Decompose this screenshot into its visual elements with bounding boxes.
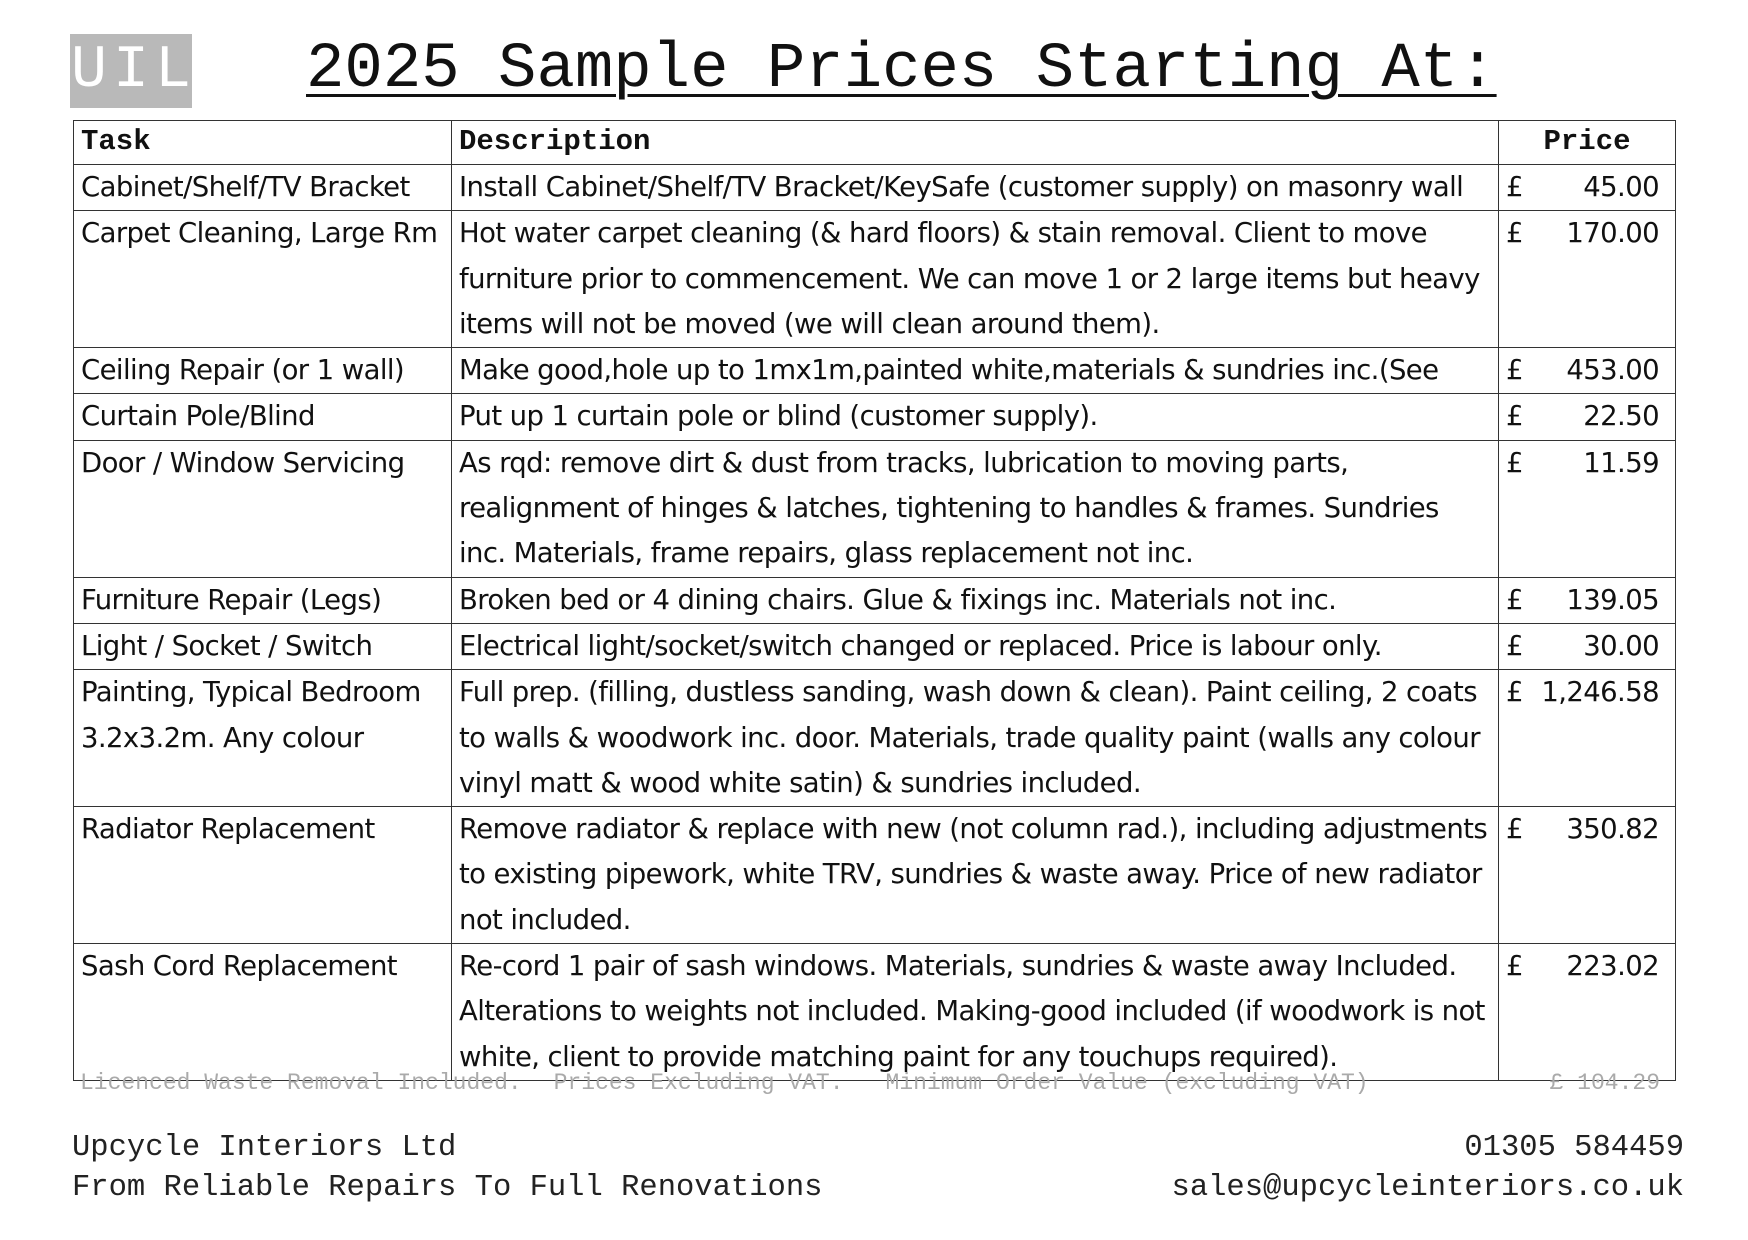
price-amount: 139.05	[1566, 583, 1659, 616]
logo-letter: I	[112, 37, 149, 105]
description-cell: Remove radiator & replace with new (not column rad.), including adjustments to existing pipework, white TRV, sundries & waste away. Price of new radiator not included.	[452, 807, 1499, 944]
email-address[interactable]: sales@upcycleinteriors.co.uk	[1171, 1171, 1684, 1205]
logo-letter: L	[155, 37, 192, 105]
table-row	[74, 211, 1676, 348]
task-column-header: Task	[74, 121, 452, 165]
price-amount: 453.00	[1566, 354, 1659, 387]
price-cell	[1499, 670, 1676, 807]
description-cell: Put up 1 curtain pole or blind (customer supply).	[452, 394, 1499, 440]
waste-note: Licenced Waste Removal Included.	[80, 1070, 522, 1096]
currency-symbol: £	[1506, 950, 1523, 983]
price-cell	[1499, 165, 1676, 211]
table-row	[74, 165, 1676, 211]
currency-symbol: £	[1506, 676, 1523, 709]
minimum-order-value: £ 104.29	[1549, 1070, 1660, 1096]
price-column-header: Price	[1499, 121, 1676, 165]
description-cell: Full prep. (filling, dustless sanding, wash down & clean). Paint ceiling, 2 coats to walls & woodwork inc. door. Materials, trade quality paint (walls any colour vinyl matt & wood white satin) & sundries included.	[452, 670, 1499, 807]
table-row	[74, 807, 1676, 944]
task-cell: Painting, Typical Bedroom 3.2x3.2m. Any colour	[74, 670, 452, 807]
price-amount: 223.02	[1566, 950, 1659, 983]
price-amount: 170.00	[1566, 217, 1659, 250]
price-cell	[1499, 623, 1676, 669]
currency-symbol: £	[1506, 446, 1523, 479]
price-amount: 22.50	[1583, 400, 1659, 433]
price-amount: 1,246.58	[1541, 676, 1659, 709]
description-cell: Make good,hole up to 1mx1m,painted white,materials & sundries inc.(See	[452, 348, 1499, 394]
table-row	[74, 577, 1676, 623]
minimum-order-label: Minimum Order Value (excluding VAT)	[885, 1070, 1369, 1096]
description-cell: Electrical light/socket/switch changed or replaced. Price is labour only.	[452, 623, 1499, 669]
footnote	[80, 1070, 1670, 1096]
table-row	[74, 440, 1676, 577]
table-row	[74, 623, 1676, 669]
task-cell: Radiator Replacement	[74, 807, 452, 944]
currency-symbol: £	[1506, 629, 1523, 662]
task-cell: Ceiling Repair (or 1 wall)	[74, 348, 452, 394]
company-info	[72, 1128, 822, 1208]
currency-symbol: £	[1506, 217, 1523, 250]
price-cell	[1499, 577, 1676, 623]
table-row	[74, 394, 1676, 440]
company-name: Upcycle Interiors Ltd	[72, 1131, 457, 1165]
price-amount: 45.00	[1583, 171, 1659, 203]
description-cell: Install Cabinet/Shelf/TV Bracket/KeySafe (customer supply) on masonry wall	[452, 165, 1499, 211]
currency-symbol: £	[1506, 813, 1523, 846]
price-cell	[1499, 944, 1676, 1081]
contact-info	[1172, 1128, 1684, 1208]
currency-symbol: £	[1506, 583, 1523, 616]
price-cell	[1499, 440, 1676, 577]
currency-symbol: £	[1506, 354, 1523, 387]
currency-symbol: £	[1506, 171, 1523, 203]
company-tagline: From Reliable Repairs To Full Renovations	[72, 1171, 823, 1205]
price-cell	[1499, 348, 1676, 394]
table-row	[74, 670, 1676, 807]
task-cell: Carpet Cleaning, Large Rm	[74, 211, 452, 348]
price-table-body	[74, 165, 1676, 1081]
table-row	[74, 348, 1676, 394]
price-table	[73, 120, 1676, 1081]
page-title: 2025 Sample Prices Starting At:	[306, 34, 1497, 106]
price-amount: 350.82	[1566, 813, 1659, 846]
logo-letter: U	[70, 37, 107, 105]
description-cell: Broken bed or 4 dining chairs. Glue & fixings inc. Materials not inc.	[452, 577, 1499, 623]
task-cell: Sash Cord Replacement	[74, 944, 452, 1081]
price-amount: 30.00	[1583, 629, 1659, 662]
task-cell: Curtain Pole/Blind	[74, 394, 452, 440]
description-cell: Hot water carpet cleaning (& hard floors) & stain removal. Client to move furniture prior to commencement. We can move 1 or 2 large items but heavy items will not be moved (we will clean around them).	[452, 211, 1499, 348]
vat-note: Prices Excluding VAT.	[553, 1070, 844, 1096]
company-logo	[70, 34, 192, 108]
task-cell: Cabinet/Shelf/TV Bracket	[74, 165, 452, 211]
currency-symbol: £	[1506, 400, 1523, 433]
task-cell: Door / Window Servicing	[74, 440, 452, 577]
task-cell: Furniture Repair (Legs)	[74, 577, 452, 623]
price-cell	[1499, 211, 1676, 348]
table-row	[74, 944, 1676, 1081]
description-cell: Re-cord 1 pair of sash windows. Materials, sundries & waste away Included. Alterations to weights not included. Making-good included (if woodwork is not white, client to provide matching paint for any touchups required).	[452, 944, 1499, 1081]
description-cell: As rqd: remove dirt & dust from tracks, lubrication to moving parts, realignment of hinges & latches, tightening to handles & frames. Sundries inc. Materials, frame repairs, glass replacement not inc.	[452, 440, 1499, 577]
task-cell: Light / Socket / Switch	[74, 623, 452, 669]
table-header-row	[74, 121, 1676, 165]
phone-number: 01305 584459	[1464, 1131, 1684, 1165]
price-cell	[1499, 394, 1676, 440]
description-column-header: Description	[452, 121, 1499, 165]
price-amount: 11.59	[1583, 446, 1659, 479]
price-cell	[1499, 807, 1676, 944]
